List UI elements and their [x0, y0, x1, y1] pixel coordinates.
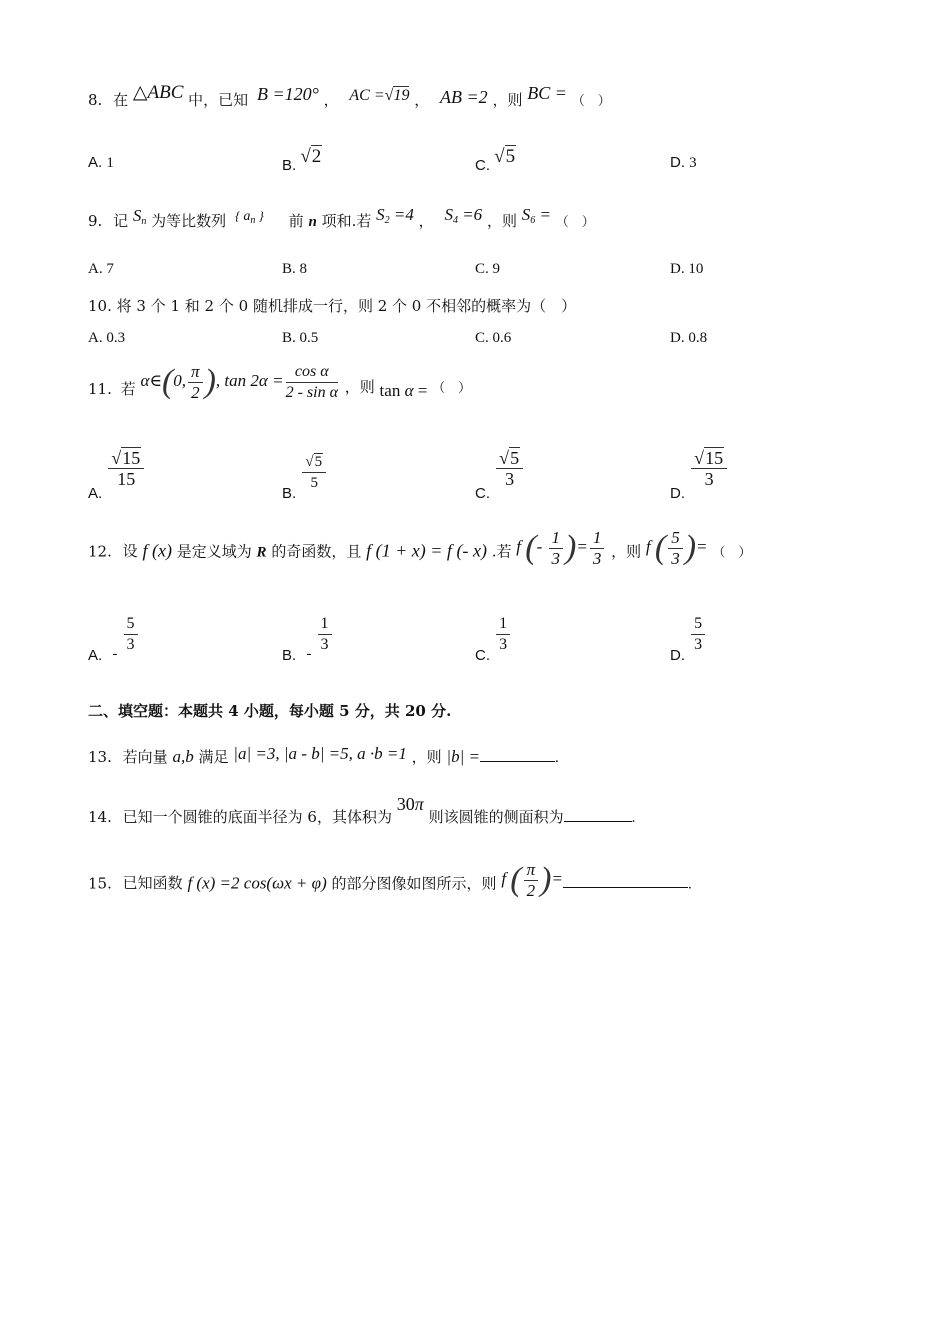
q8-angle-b: B =120° — [256, 84, 319, 104]
option-value: 0.3 — [106, 330, 126, 346]
option-label: B. — [282, 485, 297, 503]
q10-option-b[interactable] — [282, 330, 318, 347]
q12-t2: 是定义域为 — [176, 542, 252, 561]
q9-option-b[interactable] — [282, 261, 307, 278]
q8-option-d[interactable] — [670, 154, 697, 172]
q15-number: 15. — [88, 874, 112, 893]
q12-paren: （ ） — [712, 545, 752, 561]
q12-t1: 设 — [122, 542, 138, 561]
option-label: D. — [670, 647, 685, 665]
option-label: D. — [670, 330, 685, 346]
q9-t1: 记 — [113, 212, 129, 230]
q9-t5: 项和.若 — [321, 212, 372, 230]
option-value: 7 — [106, 261, 114, 277]
option-label: A. — [88, 647, 103, 665]
q15-t2: 的部分图像如图所示，则 — [331, 874, 497, 893]
numerator: 5 — [694, 615, 703, 632]
q13-conditions: |a| =3, |a - b| =5, a ·b =1 — [233, 744, 407, 763]
q14-number: 14. — [88, 808, 112, 826]
option-label: D. — [670, 154, 685, 171]
question-12 — [88, 528, 752, 573]
q9-option-c[interactable] — [475, 261, 500, 278]
q13-number: 13. — [88, 748, 112, 766]
q12-t6: ，则 — [611, 542, 642, 561]
numerator: 5 — [314, 454, 323, 470]
q9-paren: （ ） — [555, 215, 595, 230]
q9-t7: ，则 — [486, 212, 517, 230]
q12-option-a[interactable] — [88, 614, 140, 665]
q8-option-b[interactable] — [282, 146, 322, 174]
q12-target: f ( $\frac{5}{3}$ )= — [645, 528, 708, 568]
q14-t1: 已知一个圆锥的底面半径为 6，其体积为 — [122, 808, 392, 826]
numerator: 1 — [320, 615, 329, 632]
q8-paren: （ ） — [571, 94, 611, 109]
q12-identity: f (1 + x) = f (- x) — [366, 540, 487, 561]
option-label: C. — [475, 261, 489, 277]
q11-number: 11. — [88, 380, 112, 399]
option-value: 0.6 — [492, 330, 512, 346]
denominator: 3 — [704, 469, 714, 489]
fraction — [124, 614, 138, 655]
q10-option-d[interactable] — [670, 330, 707, 347]
option-label: B. — [282, 261, 296, 277]
fraction: $\frac{√15}{3}$ — [691, 448, 727, 489]
q11-tan: tan α = — [379, 381, 428, 401]
q8-then: ，则 — [492, 91, 523, 109]
numerator: 1 — [499, 615, 508, 632]
q9-t4: n — [308, 214, 317, 230]
q8-ab: AB =2 — [440, 87, 488, 107]
fraction — [318, 614, 332, 655]
q11-paren: （ ） — [432, 381, 472, 397]
q11-t2: ，则 — [344, 378, 375, 397]
q14-period: . — [631, 810, 636, 826]
q9-s4: $S_4 =6$ — [444, 205, 483, 226]
q8-number: 8. — [88, 91, 103, 109]
fraction: $\frac{√15}{15}$ — [108, 448, 144, 489]
q8-bc: BC = — [527, 83, 567, 103]
section-heading-fill-in: 二、填空题：本题共 4 小题，每小题 5 分，共 20 分. — [88, 702, 452, 720]
question-9 — [88, 205, 595, 232]
q9-number: 9. — [88, 212, 103, 230]
q12-t5: .若 — [491, 542, 512, 561]
option-value: 8 — [299, 261, 308, 277]
q13-t3: ，则 — [411, 748, 442, 766]
option-value: 5 — [505, 146, 516, 167]
question-10: 10. 将 3 个 1 和 2 个 0 随机排成一行，则 2 个 0 不相邻的概率为（ ） — [88, 297, 577, 315]
q10-option-c[interactable] — [475, 330, 511, 347]
option-label: C. — [475, 330, 489, 346]
numerator: 15 — [705, 448, 724, 468]
q12-fx: f (x) — [142, 540, 172, 561]
q9-option-d[interactable] — [670, 261, 703, 278]
option-value: 1 — [106, 155, 114, 171]
question-8 — [88, 82, 611, 111]
fraction — [496, 614, 510, 655]
q9-an: { $a_n$ } — [234, 208, 264, 226]
option-label: B. — [282, 647, 297, 665]
denominator: 3 — [124, 634, 138, 655]
sqrt-value: √2 — [300, 146, 322, 167]
q11-option-b[interactable] — [282, 452, 328, 503]
option-sign: - — [112, 646, 118, 663]
question-11 — [88, 362, 471, 403]
q14-t2: 则该圆锥的侧面积为 — [428, 808, 564, 826]
denominator: 3 — [505, 469, 515, 489]
q9-t6: ， — [418, 212, 434, 230]
q15-target: f ( $\frac{\pi}{2}$ )= — [501, 860, 563, 900]
fraction: $\frac{√5}{5}$ — [302, 452, 326, 493]
numerator: 5 — [126, 615, 135, 632]
numerator: 5 — [510, 448, 520, 468]
option-label: A. — [88, 485, 103, 503]
option-label: D. — [670, 261, 685, 277]
option-label: B. — [282, 330, 296, 346]
q8-sep2: ， — [414, 91, 430, 109]
numerator: 15 — [122, 448, 141, 468]
q9-option-a[interactable] — [88, 261, 114, 278]
question-15 — [88, 860, 692, 905]
sqrt-value: √5 — [494, 146, 516, 167]
denominator: 3 — [318, 634, 332, 655]
option-label: C. — [475, 485, 490, 503]
option-value: 0.8 — [688, 330, 708, 346]
q8-option-a[interactable] — [88, 154, 114, 172]
denominator: 3 — [691, 634, 705, 655]
fraction: $\frac{√5}{3}$ — [496, 448, 523, 489]
question-14 — [88, 794, 636, 827]
q9-sn: $S_n$ — [132, 206, 147, 227]
q9-s2: $S_2 =4$ — [376, 205, 414, 226]
option-label: D. — [670, 485, 685, 503]
q12-option-c[interactable] — [475, 614, 512, 665]
denominator: 15 — [117, 469, 136, 489]
q8-triangle: △ABC — [132, 82, 184, 103]
q11-option-a[interactable] — [88, 448, 146, 503]
q8-prefix: 在 — [113, 91, 129, 109]
q12-t3: R — [256, 544, 267, 561]
q11-condition: α∈(0, $\frac{\pi}{2}$ ), tan 2α = $\frac{\text{cos α}}{\text{2 - sin α}}$ — [140, 362, 338, 402]
q11-option-c[interactable] — [475, 448, 525, 503]
q10-option-a[interactable] — [88, 330, 125, 347]
q14-answer-blank[interactable] — [564, 807, 632, 822]
q8-option-c[interactable] — [475, 146, 516, 174]
q9-t3: 前 — [288, 212, 304, 230]
option-value: 0.5 — [299, 330, 319, 346]
q13-period: . — [555, 750, 559, 766]
q9-s6: $S_6$ = — [521, 205, 551, 226]
option-value: 10 — [688, 261, 704, 277]
q13-t2: 满足 — [198, 748, 229, 766]
q11-option-d[interactable] — [670, 448, 729, 503]
q9-t2: 为等比数列 — [151, 212, 227, 230]
q13-t1: 若向量 — [122, 748, 168, 766]
q13-vectors: a,b — [172, 747, 194, 766]
denominator: 5 — [310, 475, 318, 491]
option-label: A. — [88, 261, 103, 277]
q14-volume: 30π — [396, 794, 424, 814]
fraction — [691, 614, 705, 655]
q8-sep1: ， — [323, 91, 339, 109]
denominator: 3 — [496, 634, 510, 655]
q15-period: . — [687, 876, 692, 893]
q12-number: 12. — [88, 542, 112, 561]
q12-t4: 的奇函数，且 — [271, 542, 362, 561]
q12-option-b[interactable] — [282, 614, 334, 665]
question-13 — [88, 746, 559, 767]
option-value: 3 — [689, 155, 697, 171]
q8-mid: 中，已知 — [188, 91, 249, 109]
q12-given: f (- $\frac{1}{3}$ )= $\frac{1}{3}$ — [516, 537, 606, 556]
q11-t1: 若 — [120, 380, 136, 399]
option-label: A. — [88, 154, 103, 171]
option-label: A. — [88, 330, 103, 346]
q13-answer-blank[interactable] — [480, 747, 555, 762]
q15-answer-blank[interactable] — [563, 873, 688, 888]
q15-t1: 已知函数 — [122, 874, 183, 893]
option-value: 9 — [492, 261, 501, 277]
option-label: C. — [475, 157, 490, 174]
q12-option-d[interactable] — [670, 614, 707, 665]
option-label: C. — [475, 647, 490, 665]
q15-function: f (x) =2 cos(ωx + φ) — [187, 873, 327, 893]
option-label: B. — [282, 157, 297, 174]
q8-ac: AC =√19 — [349, 87, 410, 104]
q13-target: |b| = — [446, 747, 481, 766]
option-value: 2 — [311, 146, 322, 167]
option-sign: - — [306, 646, 312, 663]
